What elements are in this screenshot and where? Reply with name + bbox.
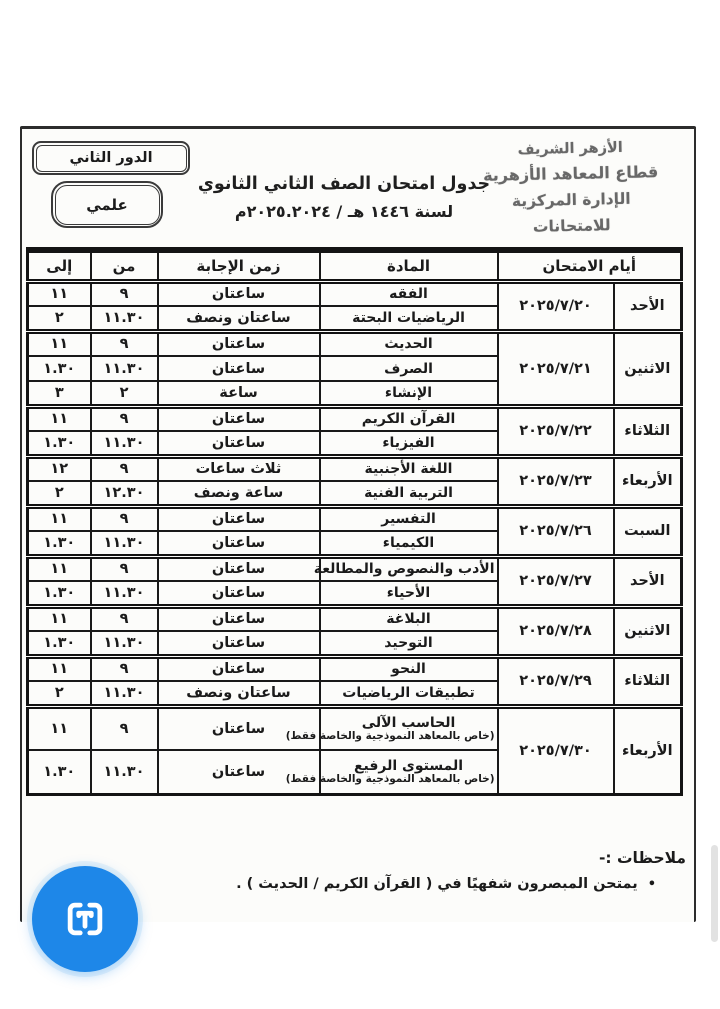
start-time: ١١.٣٠ (91, 631, 158, 656)
start-time: ١١.٣٠ (91, 581, 158, 606)
end-time: ١١ (28, 706, 91, 750)
answer-duration: ساعتان (158, 356, 320, 381)
schedule-row (28, 556, 682, 581)
schedule-row (28, 656, 682, 681)
note-item (236, 876, 656, 892)
start-time: ٩ (91, 331, 158, 356)
subject-name: تطبيقات الرياضيات (320, 681, 498, 706)
end-time: ١.٣٠ (28, 581, 91, 606)
answer-duration: ساعة ونصف (158, 481, 320, 506)
subject-name: التوحيد (320, 631, 498, 656)
col-header-subject: المادة (320, 250, 498, 281)
exam-day: الثلاثاء (614, 406, 682, 456)
col-header-from: من (91, 250, 158, 281)
subject-name: النحو (320, 656, 498, 681)
page-title (194, 171, 494, 226)
exam-day: الأربعاء (614, 706, 682, 794)
end-time: ١١ (28, 556, 91, 581)
text-scan-fab[interactable] (32, 866, 138, 972)
subject-name: الرياضيات البحتة (320, 306, 498, 331)
start-time: ١١.٣٠ (91, 681, 158, 706)
start-time: ٩ (91, 556, 158, 581)
exam-schedule-table (26, 247, 683, 796)
notes-heading: ملاحظات :- (598, 849, 686, 867)
answer-duration: ساعتان (158, 706, 320, 750)
subject-note: (خاص بالمعاهد النموذجية والخاصة فقط) (285, 730, 495, 743)
start-time: ١١.٣٠ (91, 431, 158, 456)
exam-date: ٢٠٢٥/٧/٢٣ (498, 456, 614, 506)
subject-name: الفيزياء (320, 431, 498, 456)
answer-duration: ساعتان (158, 606, 320, 631)
end-time: ١١ (28, 506, 91, 531)
exam-date: ٢٠٢٥/٧/٢٨ (498, 606, 614, 656)
answer-duration: ساعتان (158, 331, 320, 356)
col-header-exam-days: أيام الامتحان (498, 250, 682, 281)
subject-name: الحاسب الآلى (خاص بالمعاهد النموذجية والخاصة فقط) (320, 706, 498, 750)
org-sector: قطاع المعاهد الأزهرية (482, 162, 659, 185)
exam-date: ٢٠٢٥/٧/٢٠ (498, 281, 614, 331)
org-administration: الإدارة المركزية للامتحانات (511, 189, 631, 236)
end-time: ١.٣٠ (28, 356, 91, 381)
subject-name: القرآن الكريم (320, 406, 498, 431)
end-time: ١.٣٠ (28, 631, 91, 656)
exam-day: الاثنين (614, 606, 682, 656)
exam-day: الأربعاء (614, 456, 682, 506)
answer-duration: ساعتان (158, 506, 320, 531)
col-header-to: إلى (28, 250, 91, 281)
answer-duration: ساعتان (158, 556, 320, 581)
answer-duration: ساعتان (158, 431, 320, 456)
answer-duration: ساعتان (158, 531, 320, 556)
exam-date: ٢٠٢٥/٧/٢١ (498, 331, 614, 406)
subject-name: التفسير (320, 506, 498, 531)
end-time: ١١ (28, 606, 91, 631)
answer-duration: ساعتان (158, 281, 320, 306)
answer-duration: ساعتان (158, 581, 320, 606)
end-time: ١١ (28, 331, 91, 356)
start-time: ١١.٣٠ (91, 531, 158, 556)
round-label: الدور الثاني (69, 150, 153, 166)
scrollbar-thumb[interactable] (711, 845, 718, 942)
schedule-row (28, 506, 682, 531)
subject-name: الصرف (320, 356, 498, 381)
end-time: ١١ (28, 281, 91, 306)
exam-date: ٢٠٢٥/٧/٢٧ (498, 556, 614, 606)
start-time: ١٢.٣٠ (91, 481, 158, 506)
subject-name: الإنشاء (320, 381, 498, 406)
start-time: ٩ (91, 656, 158, 681)
end-time: ٢ (28, 306, 91, 331)
subject-name: البلاغة (320, 606, 498, 631)
end-time: ١١ (28, 656, 91, 681)
start-time: ٩ (91, 706, 158, 750)
start-time: ٩ (91, 456, 158, 481)
start-time: ٩ (91, 606, 158, 631)
col-header-duration: زمن الإجابة (158, 250, 320, 281)
bullet-icon: • (647, 877, 656, 892)
answer-duration: ساعتان (158, 750, 320, 794)
end-time: ٣ (28, 381, 91, 406)
end-time: ١١ (28, 406, 91, 431)
start-time: ١١.٣٠ (91, 306, 158, 331)
exam-day: الثلاثاء (614, 656, 682, 706)
start-time: ١١.٣٠ (91, 356, 158, 381)
subject-name: اللغة الأجنبية (320, 456, 498, 481)
answer-duration: ساعتان ونصف (158, 306, 320, 331)
subject-name: الأدب والنصوص والمطالعة (320, 556, 498, 581)
text-scan-icon (62, 896, 108, 942)
subject-note: (خاص بالمعاهد النموذجية والخاصة فقط) (285, 773, 495, 786)
exam-date: ٢٠٢٥/٧/٣٠ (498, 706, 614, 794)
exam-date: ٢٠٢٥/٧/٢٩ (498, 656, 614, 706)
subject-name: الأحياء (320, 581, 498, 606)
start-time: ٩ (91, 506, 158, 531)
answer-duration: ساعتان (158, 631, 320, 656)
end-time: ١٢ (28, 456, 91, 481)
subject-name: الحديث (320, 331, 498, 356)
answer-duration: ثلاث ساعات (158, 456, 320, 481)
answer-duration: ساعتان (158, 406, 320, 431)
end-time: ١.٣٠ (28, 750, 91, 794)
answer-duration: ساعتان ونصف (158, 681, 320, 706)
table-header-row (28, 250, 682, 281)
exam-day: الأحد (614, 556, 682, 606)
exam-day: الأحد (614, 281, 682, 331)
exam-date: ٢٠٢٥/٧/٢٦ (498, 506, 614, 556)
org-name: الأزهر الشريف (517, 139, 623, 159)
org-letterhead (481, 135, 661, 241)
exam-day: الاثنين (614, 331, 682, 406)
schedule-row (28, 706, 682, 750)
subject-name: الفقه (320, 281, 498, 306)
note-text: يمتحن المبصرون شفهيًا في ( القرآن الكريم / الحديث ) . (236, 876, 638, 892)
document-page (20, 126, 696, 922)
exam-day: السبت (614, 506, 682, 556)
schedule-row (28, 606, 682, 631)
schedule-row (28, 281, 682, 306)
round-label-box (32, 141, 190, 175)
end-time: ١.٣٠ (28, 531, 91, 556)
start-time: ١١.٣٠ (91, 750, 158, 794)
subject-name: الكيمياء (320, 531, 498, 556)
schedule-row (28, 406, 682, 431)
end-time: ١.٣٠ (28, 431, 91, 456)
title-line-1: جدول امتحان الصف الثاني الثانوي (197, 174, 491, 194)
start-time: ٩ (91, 281, 158, 306)
subject-name: التربية الفنية (320, 481, 498, 506)
track-label: علمي (86, 195, 128, 214)
track-label-box (51, 181, 163, 228)
schedule-row (28, 456, 682, 481)
start-time: ٢ (91, 381, 158, 406)
answer-duration: ساعتان (158, 656, 320, 681)
subject-name: المستوى الرفيع (خاص بالمعاهد النموذجية والخاصة فقط) (320, 750, 498, 794)
title-line-2: لسنة ١٤٤٦ هـ / ٢٠٢٤‏.‏٢٠٢٥م (234, 202, 454, 221)
end-time: ٢ (28, 681, 91, 706)
schedule-row (28, 331, 682, 356)
end-time: ٢ (28, 481, 91, 506)
answer-duration: ساعة (158, 381, 320, 406)
exam-date: ٢٠٢٥/٧/٢٢ (498, 406, 614, 456)
start-time: ٩ (91, 406, 158, 431)
